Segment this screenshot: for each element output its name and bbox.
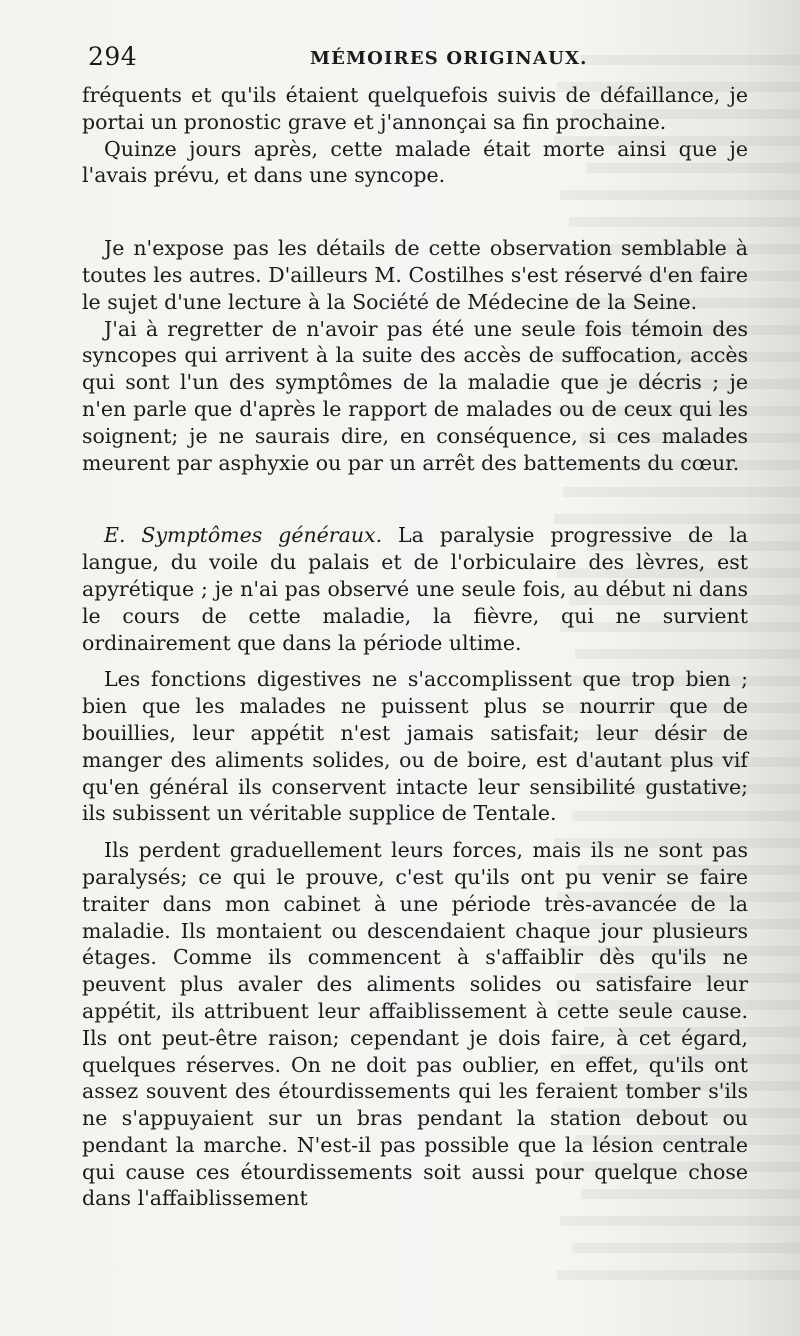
paragraph-observation: Je n'expose pas les détails de cette observation semblable à toutes les autres. D'ailleurs M. Costilhes s'est réservé d'en faire le sujet d'une lecture à la Société de Médecine de la Seine. — [82, 236, 748, 314]
paragraph-death: Quinze jours après, cette malade était morte ainsi que je l'avais prévu, et dans une syncope. — [82, 136, 748, 188]
page-number: 294 — [88, 42, 138, 71]
paragraph-text: La paralysie progressive de la langue, du voile du palais et de l'orbiculaire des lèvres, est apyrétique ; je n'ai pas observé une seule fois, au début ni dans le cours de cette maladie, la fièvre, qui ne survient ordinairement que dans la période ultime. — [82, 523, 748, 655]
paragraph-continuation: fréquents et qu'ils étaient quelquefois suivis de défaillance, je portai un pronostic grave et j'annonçai sa fin prochaine. — [82, 83, 748, 134]
paragraph-syncopes: J'ai à regretter de n'avoir pas été une seule fois témoin des syncopes qui arrivent à la suite des accès de suffocation, accès qui sont l'un des symptômes de la maladie que je décris ; je n'en parle que d'après le rapport de malades ou de ceux qui les soignent; je ne saurais dire, en conséquence, si ces malades meurent par asphyxie ou par un arrêt des battements du cœur. — [82, 316, 748, 475]
paragraph-strength: Ils perdent graduellement leurs forces, mais ils ne sont pas paralysés; ce qui le prouve, c'est qu'ils ont pu venir se faire traiter dans mon cabinet à une période très-avancée de la maladie. Ils montaient ou descendaient chaque jour plusieurs étages. Comme ils commencent à s'affaiblir dès qu'ils ne peuvent plus avaler des aliments solides ou satisfaire leur appétit, ils attribuent leur affaiblissement à cette seule cause. Ils ont peut-être raison; cependant je dois faire, à cet égard, quelques réserves. On ne doit pas oublier, en effet, qu'ils ont assez souvent des étourdissements qui les feraient tomber s'ils ne s'appuyaient sur un bras pendant la station debout ou pendant la marche. N'est-il pas possible que la lésion centrale qui cause ces étourdissements soit aussi pour quelque chose dans l'affaiblissement — [82, 838, 748, 1211]
running-head: MÉMOIRES ORIGINAUX. — [310, 48, 588, 69]
paragraph-general-symptoms — [82, 522, 748, 656]
page-body — [82, 82, 748, 1212]
paragraph-digestive: Les fonctions digestives ne s'accomplissent que trop bien ; bien que les malades ne puissent plus se nourrir que de bouillies, leur appétit n'est jamais satisfait; leur désir de manger des aliments solides, ou de boire, est d'autant plus vif qu'en général ils conservent intacte leur sensibilité gustative; ils subissent un véritable supplice de Tentale. — [82, 667, 748, 826]
page-header — [88, 42, 738, 76]
section-heading: E. Symptômes généraux. — [104, 523, 383, 548]
